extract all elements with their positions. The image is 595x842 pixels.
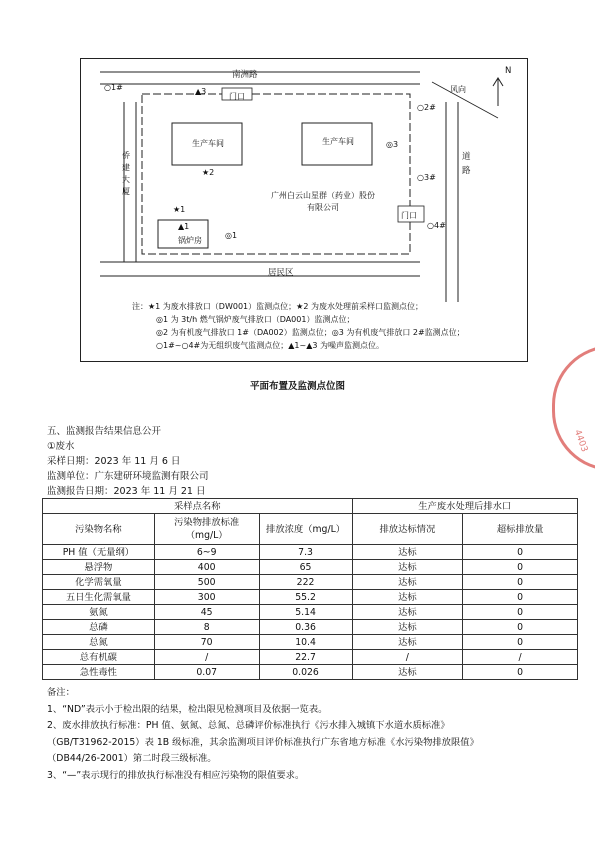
stamp-number: 4403 — [571, 428, 590, 454]
table-cell: 70 — [154, 635, 259, 650]
column-header: 排放浓度（mg/L） — [259, 514, 352, 545]
table-cell: 5.14 — [259, 605, 352, 620]
road-left-label: 侨建大厦 — [122, 151, 130, 196]
point-o2: ○2# — [417, 103, 436, 112]
table-cell: 化学需氧量 — [43, 575, 155, 590]
point-o1: ○1# — [104, 83, 123, 92]
point-dc1: ◎1 — [225, 231, 238, 240]
north-label: N — [505, 66, 512, 76]
table-cell: 0 — [463, 620, 578, 635]
gate-right-label: 门口 — [401, 211, 417, 220]
table-cell: 65 — [259, 560, 352, 575]
table-cell: 7.3 — [259, 545, 352, 560]
residential-label: 居民区 — [268, 268, 294, 278]
sample-date: 采样日期：2023 年 11 月 6 日 — [47, 456, 181, 467]
table-cell: 急性毒性 — [43, 665, 155, 680]
point-o3: ○3# — [417, 173, 436, 182]
table-cell: 达标 — [352, 560, 463, 575]
table-cell: 达标 — [352, 635, 463, 650]
table-cell: PH 值（无量纲） — [43, 545, 155, 560]
table-cell: 10.4 — [259, 635, 352, 650]
sampling-point-label: 采样点名称 — [43, 499, 353, 514]
table-cell: / — [463, 650, 578, 665]
company-seal-stamp — [552, 345, 595, 471]
column-header: 污染物排放标准（mg/L） — [154, 514, 259, 545]
table-cell: 55.2 — [259, 590, 352, 605]
note-line: 2、废水排放执行标准：PH 值、氨氮、总氮、总磷评价标准执行《污水排入城镇下水道水质标准》 — [47, 720, 450, 731]
table-cell: 300 — [154, 590, 259, 605]
table-cell: 氨氮 — [43, 605, 155, 620]
table-cell: 总磷 — [43, 620, 155, 635]
table-cell: 悬浮物 — [43, 560, 155, 575]
note-line: 1、“ND”表示小于检出限的结果，检出限见检测项目及依据一览表。 — [47, 703, 328, 715]
table-cell: 0 — [463, 605, 578, 620]
table-cell: 总氮 — [43, 635, 155, 650]
road-right-label: 道路 — [462, 152, 471, 176]
point-o4: ○4# — [427, 221, 446, 230]
table-cell: 总有机碳 — [43, 650, 155, 665]
table-cell: 0 — [463, 665, 578, 680]
note-line: 备注： — [47, 687, 75, 698]
figure-caption: 平面布置及监测点位图 — [249, 381, 345, 392]
notes — [47, 685, 479, 784]
table-cell: 达标 — [352, 545, 463, 560]
report-date: 监测报告日期：2023 年 11 月 21 日 — [47, 486, 206, 497]
table-cell: 0 — [463, 575, 578, 590]
table-row — [43, 650, 578, 665]
boiler-room-label: 锅炉房 — [178, 236, 202, 245]
table-cell: 五日生化需氧量 — [43, 590, 155, 605]
table-cell: 达标 — [352, 620, 463, 635]
table-cell: 0.07 — [154, 665, 259, 680]
section-heading: 五、监测报告结果信息公开 — [47, 426, 162, 437]
table-row — [43, 545, 578, 560]
gate-top-label: 门口 — [229, 92, 245, 101]
sampling-point-value: 生产废水处理后排水口 — [352, 499, 578, 514]
column-header: 排放达标情况 — [352, 514, 463, 545]
wastewater-results-table — [42, 498, 578, 680]
table-cell: 达标 — [352, 575, 463, 590]
note-line: （DB44/26-2001）第二时段三级标准。 — [47, 753, 217, 764]
column-header: 超标排放量 — [463, 514, 578, 545]
table-cell: 45 — [154, 605, 259, 620]
table-cell: 400 — [154, 560, 259, 575]
company-label: 广州白云山星群（药业）股份有限公司 — [271, 191, 375, 212]
table-row — [43, 560, 578, 575]
point-star1: ★1 — [173, 205, 186, 214]
table-cell: 0 — [463, 545, 578, 560]
table-header-row — [43, 514, 578, 545]
table-row — [43, 575, 578, 590]
table-row — [43, 605, 578, 620]
legend-line: ◎1 为 3t/h 燃气锅炉废气排放口（DA001）监测点位； — [156, 315, 355, 324]
table-row — [43, 499, 578, 514]
table-cell: 达标 — [352, 665, 463, 680]
table-cell: 达标 — [352, 605, 463, 620]
monitoring-agency: 监测单位：广东建研环境监测有限公司 — [47, 471, 209, 482]
table-cell: 0.36 — [259, 620, 352, 635]
table-cell: 6~9 — [154, 545, 259, 560]
point-tri1: ▲1 — [178, 222, 190, 231]
note-line: （GB/T31962-2015）表 1B 级标准，其余监测项目评价标准执行广东省地方标准《水污染物排放限值》 — [47, 736, 479, 748]
table-cell: 22.7 — [259, 650, 352, 665]
legend-line: ○1#~○4#为无组织废气监测点位；▲1~▲3 为噪声监测点位。 — [156, 341, 384, 350]
table-row — [43, 665, 578, 680]
legend-line: ◎2 为有机废气排放口 1#（DA002）监测点位；◎3 为有机废气排放口 2#监测点位； — [156, 328, 465, 337]
point-tri3: ▲3 — [195, 87, 207, 96]
workshop-left-label: 生产车间 — [192, 139, 224, 148]
table-row — [43, 590, 578, 605]
table-cell: 8 — [154, 620, 259, 635]
table-cell: 500 — [154, 575, 259, 590]
table-cell: 0 — [463, 590, 578, 605]
map-legend — [132, 300, 465, 352]
workshop-right-label: 生产车间 — [322, 137, 354, 146]
legend-line: 注：★1 为废水排放口（DW001）监测点位；★2 为废水处理前采样口监测点位； — [132, 302, 423, 311]
column-header: 污染物名称 — [43, 514, 155, 545]
table-cell: 222 — [259, 575, 352, 590]
table-cell: 0 — [463, 560, 578, 575]
road-top-label: 南洲路 — [232, 70, 258, 80]
table-cell: 达标 — [352, 590, 463, 605]
point-dc3: ◎3 — [386, 140, 399, 149]
table-cell: 0 — [463, 635, 578, 650]
table-cell: 0.026 — [259, 665, 352, 680]
table-cell: / — [154, 650, 259, 665]
section-subheading: ①废水 — [47, 441, 75, 452]
table-row — [43, 635, 578, 650]
point-star2: ★2 — [202, 168, 215, 177]
note-line: 3、“—”表示现行的排放执行标准没有相应污染物的限值要求。 — [47, 769, 305, 781]
table-row — [43, 620, 578, 635]
wind-label: 风向 — [450, 85, 466, 94]
table-cell: / — [352, 650, 463, 665]
